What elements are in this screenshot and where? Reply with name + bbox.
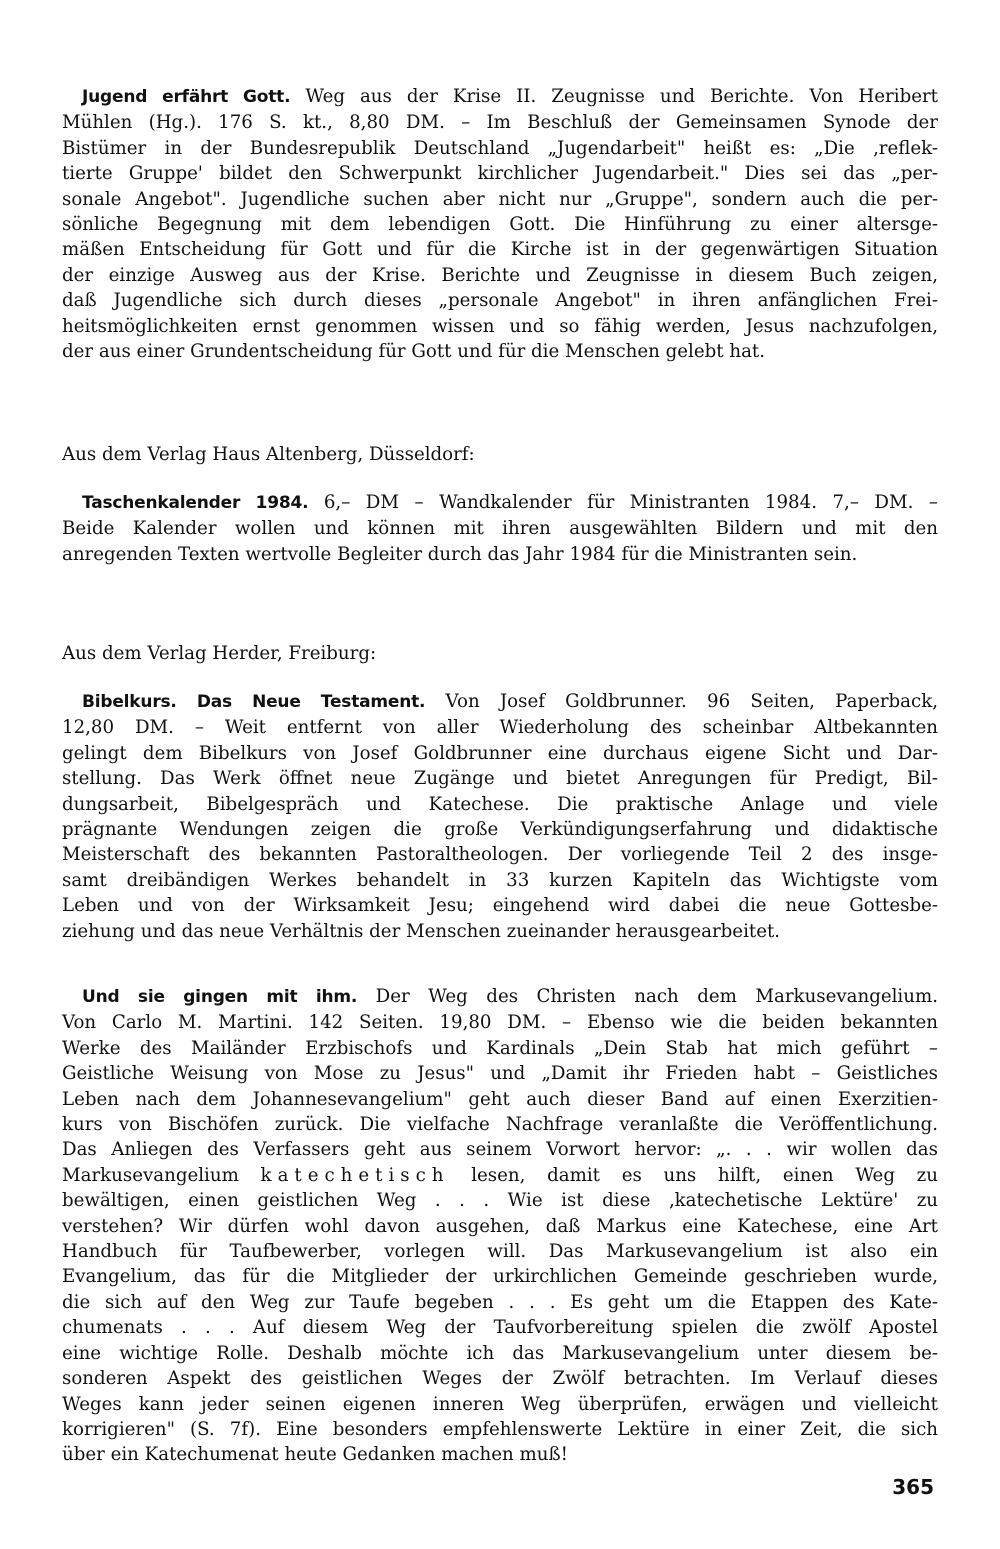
- text-line: korrigieren" (S. 7f). Eine besonders empfehlenswerte Lektüre in einer Zeit, die sich: [62, 1418, 938, 1440]
- text-line: stellung. Das Werk öffnet neue Zugänge und bietet Anregungen für Predigt, Bil-: [62, 768, 938, 790]
- page-number: 365: [892, 1475, 934, 1499]
- entry-bibelkurs: Bibelkurs. Das Neue Testament. Von Josef Goldbrunner. 96 Seiten, Paperback, 12,80 DM. – Weit entfernt von aller Wiederholung des scheinbar Altbekannten gelingt dem Bibelkurs von Josef Goldbrunner eine durchaus eigene Sicht und Dar- stellung. Das Werk öffnet neue Zugänge und bietet Anregungen für Predigt, Bil- dungsarbeit, Bibelgespräch und Katechese. Die praktische Anlage und viele prägnante Wendungen zeigen die große Verkündigungserfahrung und didaktische Meisterschaft des bekannten Pastoraltheologen. Der vorliegende Teil 2 des insge- samt dreibändigen Werkes behandelt in 33 kurzen Kapiteln das Wichtigste vom Leben und von der Wirksamkeit Jesu; eingehend wird dabei die neue Gottesbe- ziehung und das neue Verhältnis der Menschen zueinander herausgearbeitet.: [62, 689, 938, 944]
- text-line: die sich auf den Weg zur Taufe begeben . . . Es geht um die Etappen des Kate-: [62, 1291, 938, 1313]
- text-line: eine wichtige Rolle. Deshalb möchte ich das Markusevangelium unter diesem be-: [62, 1342, 938, 1364]
- text-line: dungsarbeit, Bibelgespräch und Katechese. Die praktische Anlage und viele: [62, 793, 938, 815]
- publisher-heading-herder: Aus dem Verlag Herder, Freiburg:: [62, 643, 377, 664]
- entry-title: Jugend erfährt Gott.: [82, 87, 291, 107]
- text-line: prägnante Wendungen zeigen die große Verkündigungserfahrung und didaktische: [62, 819, 938, 841]
- entry-jugend-erfaehrt-gott: Jugend erfährt Gott. Weg aus der Krise II. Zeugnisse und Berichte. Von Heribert Mühlen (Hg.). 176 S. kt., 8,80 DM. – Im Beschluß der Gemeinsamen Synode der Bistümer in der Bundesrepublik Deutschland „Jugendarbeit" heißt es: „Die ‚reflek- tierte Gruppe' bildet den Schwerpunkt kirchlicher Jugendarbeit." Dies sei das „per- sonale Angebot". Jugendliche suchen aber nicht nur „Gruppe", sondern auch die per- sönliche Begegnung mit dem lebendigen Gott. Die Hinführung zu einer altersge- mäßen Entscheidung für Gott und für die Kirche ist in der gegenwärtigen Situation der einzige Ausweg aus der Krise. Berichte und Zeugnisse in diesem Buch zeigen, daß Jugendliche sich durch dieses „personale Angebot" in ihren anfänglichen Frei- heitsmöglichkeiten ernst genommen wissen und so fähig werden, Jesus nachzufolgen, der aus einer Grundentscheidung für Gott und für die Menschen gelebt hat.: [62, 84, 938, 364]
- text-line: Von Carlo M. Martini. 142 Seiten. 19,80 DM. – Ebenso wie die beiden bekannten: [62, 1012, 938, 1034]
- text-line: anregenden Texten wertvolle Begleiter durch das Jahr 1984 für die Ministranten sein.: [62, 543, 858, 565]
- text-line: Leben und von der Wirksamkeit Jesu; eingehend wird dabei die neue Gottesbe-: [62, 895, 938, 917]
- text-line: Handbuch für Taufbewerber, vorlegen will. Das Markusevangelium ist also ein: [62, 1241, 938, 1263]
- text-line: Evangelium, das für die Mitglieder der urkirchlichen Gemeinde geschrieben wurde,: [62, 1266, 938, 1288]
- text-line: gelingt dem Bibelkurs von Josef Goldbrunner eine durchaus eigene Sicht und Dar-: [62, 742, 938, 764]
- text-line: Bistümer in der Bundesrepublik Deutschland „Jugendarbeit" heißt es: „Die ‚reflek-: [62, 137, 938, 159]
- entry-title: Taschenkalender 1984.: [82, 493, 309, 513]
- text-line: Das Anliegen des Verfassers geht aus seinem Vorwort hervor: „. . . wir wollen das: [62, 1139, 938, 1161]
- text-line: chumenats . . . Auf diesem Weg der Taufvorbereitung spielen die zwölf Apostel: [62, 1317, 938, 1339]
- text-line: samt dreibändigen Werkes behandelt in 33 kurzen Kapiteln das Wichtigste vom: [62, 869, 938, 891]
- entry-und-sie-gingen-mit-ihm: Und sie gingen mit ihm. Der Weg des Christen nach dem Markusevangelium. Von Carlo M. Martini. 142 Seiten. 19,80 DM. – Ebenso wie die beiden bekannten Werke des Mailänder Erzbischofs und Kardinals „Dein Stab hat mich geführt – Geistliche Weisung von Mose zu Jesus" und „Damit ihr Frieden habt – Geistliches Leben nach dem Johannesevangelium" geht auch dieser Band auf einen Exerzitien- kurs von Bischöfen zurück. Die vielfache Nachfrage veranlaßte die Veröffentlichung. Das Anliegen des Verfassers geht aus seinem Vorwort hervor: „. . . wir wollen das Markusevangelium katechetisch lesen, damit es uns hilft, einen Weg zu bewältigen, einen geistlichen Weg . . . Wie ist diese ‚katechetische Lektüre' zu verstehen? Wir dürfen wohl davon ausgehen, daß Markus eine Katechese, eine Art Handbuch für Taufbewerber, vorlegen will. Das Markusevangelium ist also ein Evangelium, das für die Mitglieder der urkirchlichen Gemeinde geschrieben wurde, die sich auf den Weg zur Taufe begeben . . . Es geht um die Etappen des Kate- chumenats . . . Auf diesem Weg der Taufvorbereitung spielen die zwölf Apostel eine wichtige Rolle. Deshalb möchte ich das Markusevangelium unter diesem be- sonderen Aspekt des geistlichen Weges der Zwölf betrachten. Im Verlauf dieses Weges kann jeder seinen eigenen inneren Weg überprüfen, erwägen und vielleicht korrigieren" (S. 7f). Eine besonders empfehlenswerte Lektüre in einer Zeit, die sich über ein Katechumenat heute Gedanken machen muß!: [62, 984, 938, 1468]
- text-line: ziehung und das neue Verhältnis der Menschen zueinander herausgearbeitet.: [62, 920, 781, 942]
- text-line: daß Jugendliche sich durch dieses „personale Angebot" in ihren anfänglichen Frei-: [62, 290, 938, 312]
- text-line: Leben nach dem Johannesevangelium" geht auch dieser Band auf einen Exerzitien-: [62, 1088, 938, 1110]
- entry-taschenkalender: Taschenkalender 1984. 6,– DM – Wandkalender für Ministranten 1984. 7,– DM. – Beide Kalender wollen und können mit ihren ausgewählten Bildern und mit den anregenden Texten wertvolle Begleiter durch das Jahr 1984 für die Ministranten sein.: [62, 490, 938, 567]
- text-line: heitsmöglichkeiten ernst genommen wissen und so fähig werden, Jesus nachzufolgen,: [62, 315, 938, 337]
- text-line: bewältigen, einen geistlichen Weg . . . Wie ist diese ‚katechetische Lektüre' zu: [62, 1190, 938, 1212]
- text-line: Mühlen (Hg.). 176 S. kt., 8,80 DM. – Im Beschluß der Gemeinsamen Synode der: [62, 112, 938, 134]
- text-line: der einzige Ausweg aus der Krise. Berichte und Zeugnisse in diesem Buch zeigen,: [62, 264, 938, 286]
- text-line: sonderen Aspekt des geistlichen Weges der Zwölf betrachten. Im Verlauf dieses: [62, 1368, 938, 1390]
- entry-title: Bibelkurs. Das Neue Testament.: [82, 692, 426, 712]
- text-line: Werke des Mailänder Erzbischofs und Kardinals „Dein Stab hat mich geführt –: [62, 1037, 938, 1059]
- text-line: der aus einer Grundentscheidung für Gott und für die Menschen gelebt hat.: [62, 341, 765, 363]
- entry-title: Und sie gingen mit ihm.: [82, 987, 358, 1007]
- text-line: Weges kann jeder seinen eigenen inneren Weg überprüfen, erwägen und vielleicht: [62, 1393, 938, 1415]
- text-line: sönliche Begegnung mit dem lebendigen Gott. Die Hinführung zu einer altersge-: [62, 214, 938, 236]
- text-line: 12,80 DM. – Weit entfernt von aller Wiederholung des scheinbar Altbekannten: [62, 717, 938, 739]
- text-line: Meisterschaft des bekannten Pastoraltheologen. Der vorliegende Teil 2 des insge-: [62, 844, 938, 866]
- text-line: Geistliche Weisung von Mose zu Jesus" und „Damit ihr Frieden habt – Geistliches: [62, 1063, 938, 1085]
- text-line: tierte Gruppe' bildet den Schwerpunkt kirchlicher Jugendarbeit." Dies sei das „per-: [62, 163, 938, 185]
- text-line: kurs von Bischöfen zurück. Die vielfache Nachfrage veranlaßte die Veröffentlichung.: [62, 1114, 938, 1136]
- publisher-heading-altenberg: Aus dem Verlag Haus Altenberg, Düsseldorf:: [62, 444, 475, 465]
- text-line: über ein Katechumenat heute Gedanken machen muß!: [62, 1444, 568, 1466]
- text-line: sonale Angebot". Jugendliche suchen aber nicht nur „Gruppe", sondern auch die per-: [62, 188, 938, 210]
- spaced-emphasis: katechetisch: [260, 1164, 450, 1186]
- text-line: mäßen Entscheidung für Gott und für die Kirche ist in der gegenwärtigen Situation: [62, 239, 938, 261]
- text-line: Beide Kalender wollen und können mit ihren ausgewählten Bildern und mit den: [62, 518, 938, 540]
- text-line: verstehen? Wir dürfen wohl davon ausgehen, daß Markus eine Katechese, eine Art: [62, 1215, 938, 1237]
- text-line: Markusevangelium katechetisch lesen, damit es uns hilft, einen Weg zu: [62, 1164, 938, 1186]
